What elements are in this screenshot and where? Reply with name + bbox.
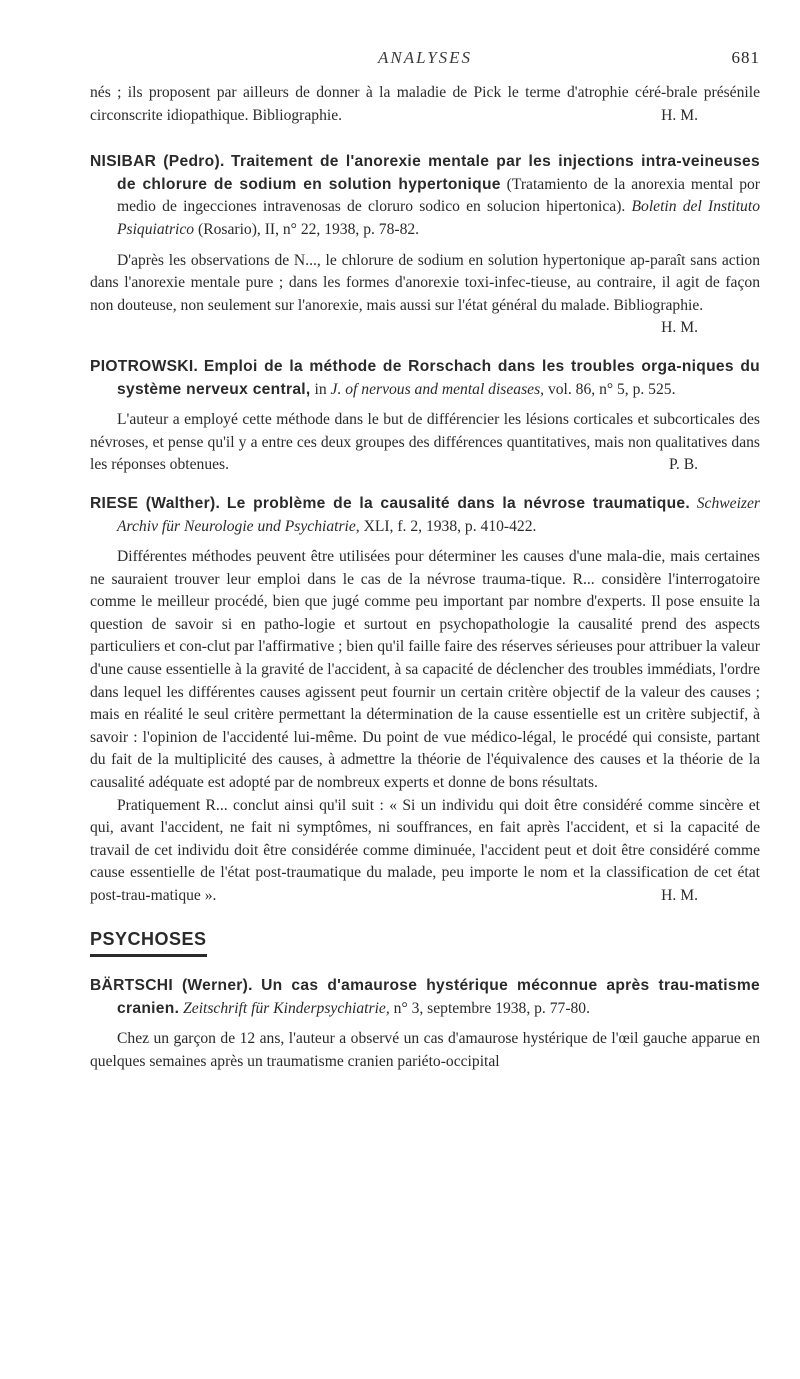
- entry-citation: n° 3, septembre 1938, p. 77-80.: [393, 999, 591, 1017]
- entry-translated-title: (Tratamiento de la anorexia mental por medio de ingecciones intravenosas de cloruro sodico en solucion hipertonica).: [117, 175, 760, 216]
- review-entry: [90, 493, 760, 908]
- entry-author: NISIBAR (Pedro).: [90, 153, 225, 171]
- entry-heading: [90, 356, 760, 401]
- review-entry: [90, 151, 760, 340]
- entry-title: Emploi de la méthode de Rorschach dans les troubles orga-niques du système nerveux central,: [117, 357, 760, 398]
- entry-citation: (Rosario), II, n° 22, 1938, p. 78-82.: [198, 220, 420, 238]
- entry-author: BÄRTSCHI (Werner).: [90, 977, 253, 995]
- header-title: ANALYSES: [377, 48, 473, 67]
- signature: P. B.: [668, 456, 698, 474]
- entry-journal: Zeitschrift für Kinderpsychiatrie,: [183, 999, 390, 1017]
- entry-body: Différentes méthodes peuvent être utilisées pour déterminer les causes d'une mala-die, mais certaines ne sauraient trouver leur emploi dans le cas de la névrose trauma-tique. R... considère l'interrogatoire comme le meilleur procédé, bien que jugé comme peu important par nombre d'experts. Il pose ensuite la question de savoir si en patho-logie et surtout en psychopathologie la causalité prend des aspects particuliers et con-clut par l'affirmative ; bien qu'il faille faire des réserves sérieuses pour attribuer la valeur d'une cause essentielle à la gravité de l'accident, à sa capacité de déclencher des troubles immédiats, l'ordre dans lequel les différentes causes agissent peut fournir un certain critère objectif de la valeur des causes ; mais en réalité le seul critère permettant la détermination de la cause essentielle est un critère subjectif, à savoir : l'opinion de l'accidenté lui-même. Du point de vue médico-légal, le procédé qui consiste, partant du fait de la multiplicité des causes, à admettre la théorie de l'équivalence des causes et la théorie de la causalité adéquate est adopté par de nombreux experts et donne de bons résultats.: [90, 548, 760, 792]
- entry-title: Le problème de la causalité dans la névrose traumatique.: [226, 494, 691, 512]
- entry-author: RIESE (Walther).: [90, 494, 221, 512]
- intro-paragraph: [90, 82, 760, 127]
- entry-summary: [90, 795, 760, 908]
- review-entry: [90, 975, 760, 1073]
- entry-journal: Schweizer Archiv für Neurologie und Psychiatrie,: [117, 494, 760, 535]
- running-header: [90, 48, 760, 72]
- entry-in: in: [314, 380, 327, 398]
- entry-heading: [90, 151, 760, 241]
- entry-body: Chez un garçon de 12 ans, l'auteur a observé un cas d'amaurose hystérique de l'œil gauche apparue en quelques semaines après un traumatisme cranien pariéto-occipital: [90, 1030, 760, 1070]
- entry-title: Un cas d'amaurose hystérique méconnue après trau-matisme cranien.: [117, 977, 760, 1017]
- entry-journal: Boletin del Instituto Psiquiatrico: [117, 198, 760, 238]
- signature: H. M.: [661, 106, 698, 124]
- intro-text: nés ; ils proposent par ailleurs de donner à la maladie de Pick le terme d'atrophie céré-brale présénile circonscrite idiopathique. Bibliographie.: [90, 84, 760, 124]
- section-heading: [90, 928, 760, 958]
- entry-heading: [90, 975, 760, 1020]
- entry-author: PIOTROWSKI.: [90, 357, 199, 375]
- entry-heading: [90, 493, 760, 538]
- review-entry: [90, 356, 760, 477]
- entry-summary: [90, 409, 760, 477]
- signature: H. M.: [661, 319, 698, 337]
- entry-body: L'auteur a employé cette méthode dans le but de différencier les lésions corticales et subcorticales des névroses, et pense qu'il y a entre ces deux groupes des différences quantitatives, mais non qualitatives dans les réponses obtenues.: [90, 411, 760, 474]
- entry-citation: vol. 86, n° 5, p. 525.: [547, 380, 676, 398]
- entry-body: D'après les observations de N..., le chlorure de sodium en solution hypertonique ap-paraît sans action dans l'anorexie mentale pure ; dans les formes d'anorexie toxi-infec-tieuse, au contraire, il agit de façon non douteuse, non seulement sur l'anorexie, mais aussi sur l'état général du malade. Bibliographie.: [90, 251, 760, 314]
- page-number: 681: [731, 48, 760, 67]
- entry-title: Traitement de l'anorexie mentale par les injections intra-veineuses de chlorure de sodium en solution hypertonique: [117, 153, 760, 193]
- entry-summary: [90, 250, 760, 340]
- page-body: [90, 82, 760, 1074]
- entry-body-continued: Pratiquement R... conclut ainsi qu'il suit : « Si un individu qui doit être considéré comme sincère et qui, avant l'accident, ne fait ni symptômes, ni souffrances, en fait après l'accident, et si la capacité de travail de cet individu doit être considérée comme diminuée, l'accident peut et doit être considéré comme cause essentielle de l'état post-traumatique du malade, peu importe le nom et la classification de cet état post-trau-matique ».: [90, 796, 760, 904]
- section-title: PSYCHOSES: [90, 928, 207, 958]
- signature: H. M.: [661, 887, 698, 904]
- entry-citation: XLI, f. 2, 1938, p. 410-422.: [363, 517, 537, 535]
- entry-journal: J. of nervous and mental diseases,: [330, 380, 545, 398]
